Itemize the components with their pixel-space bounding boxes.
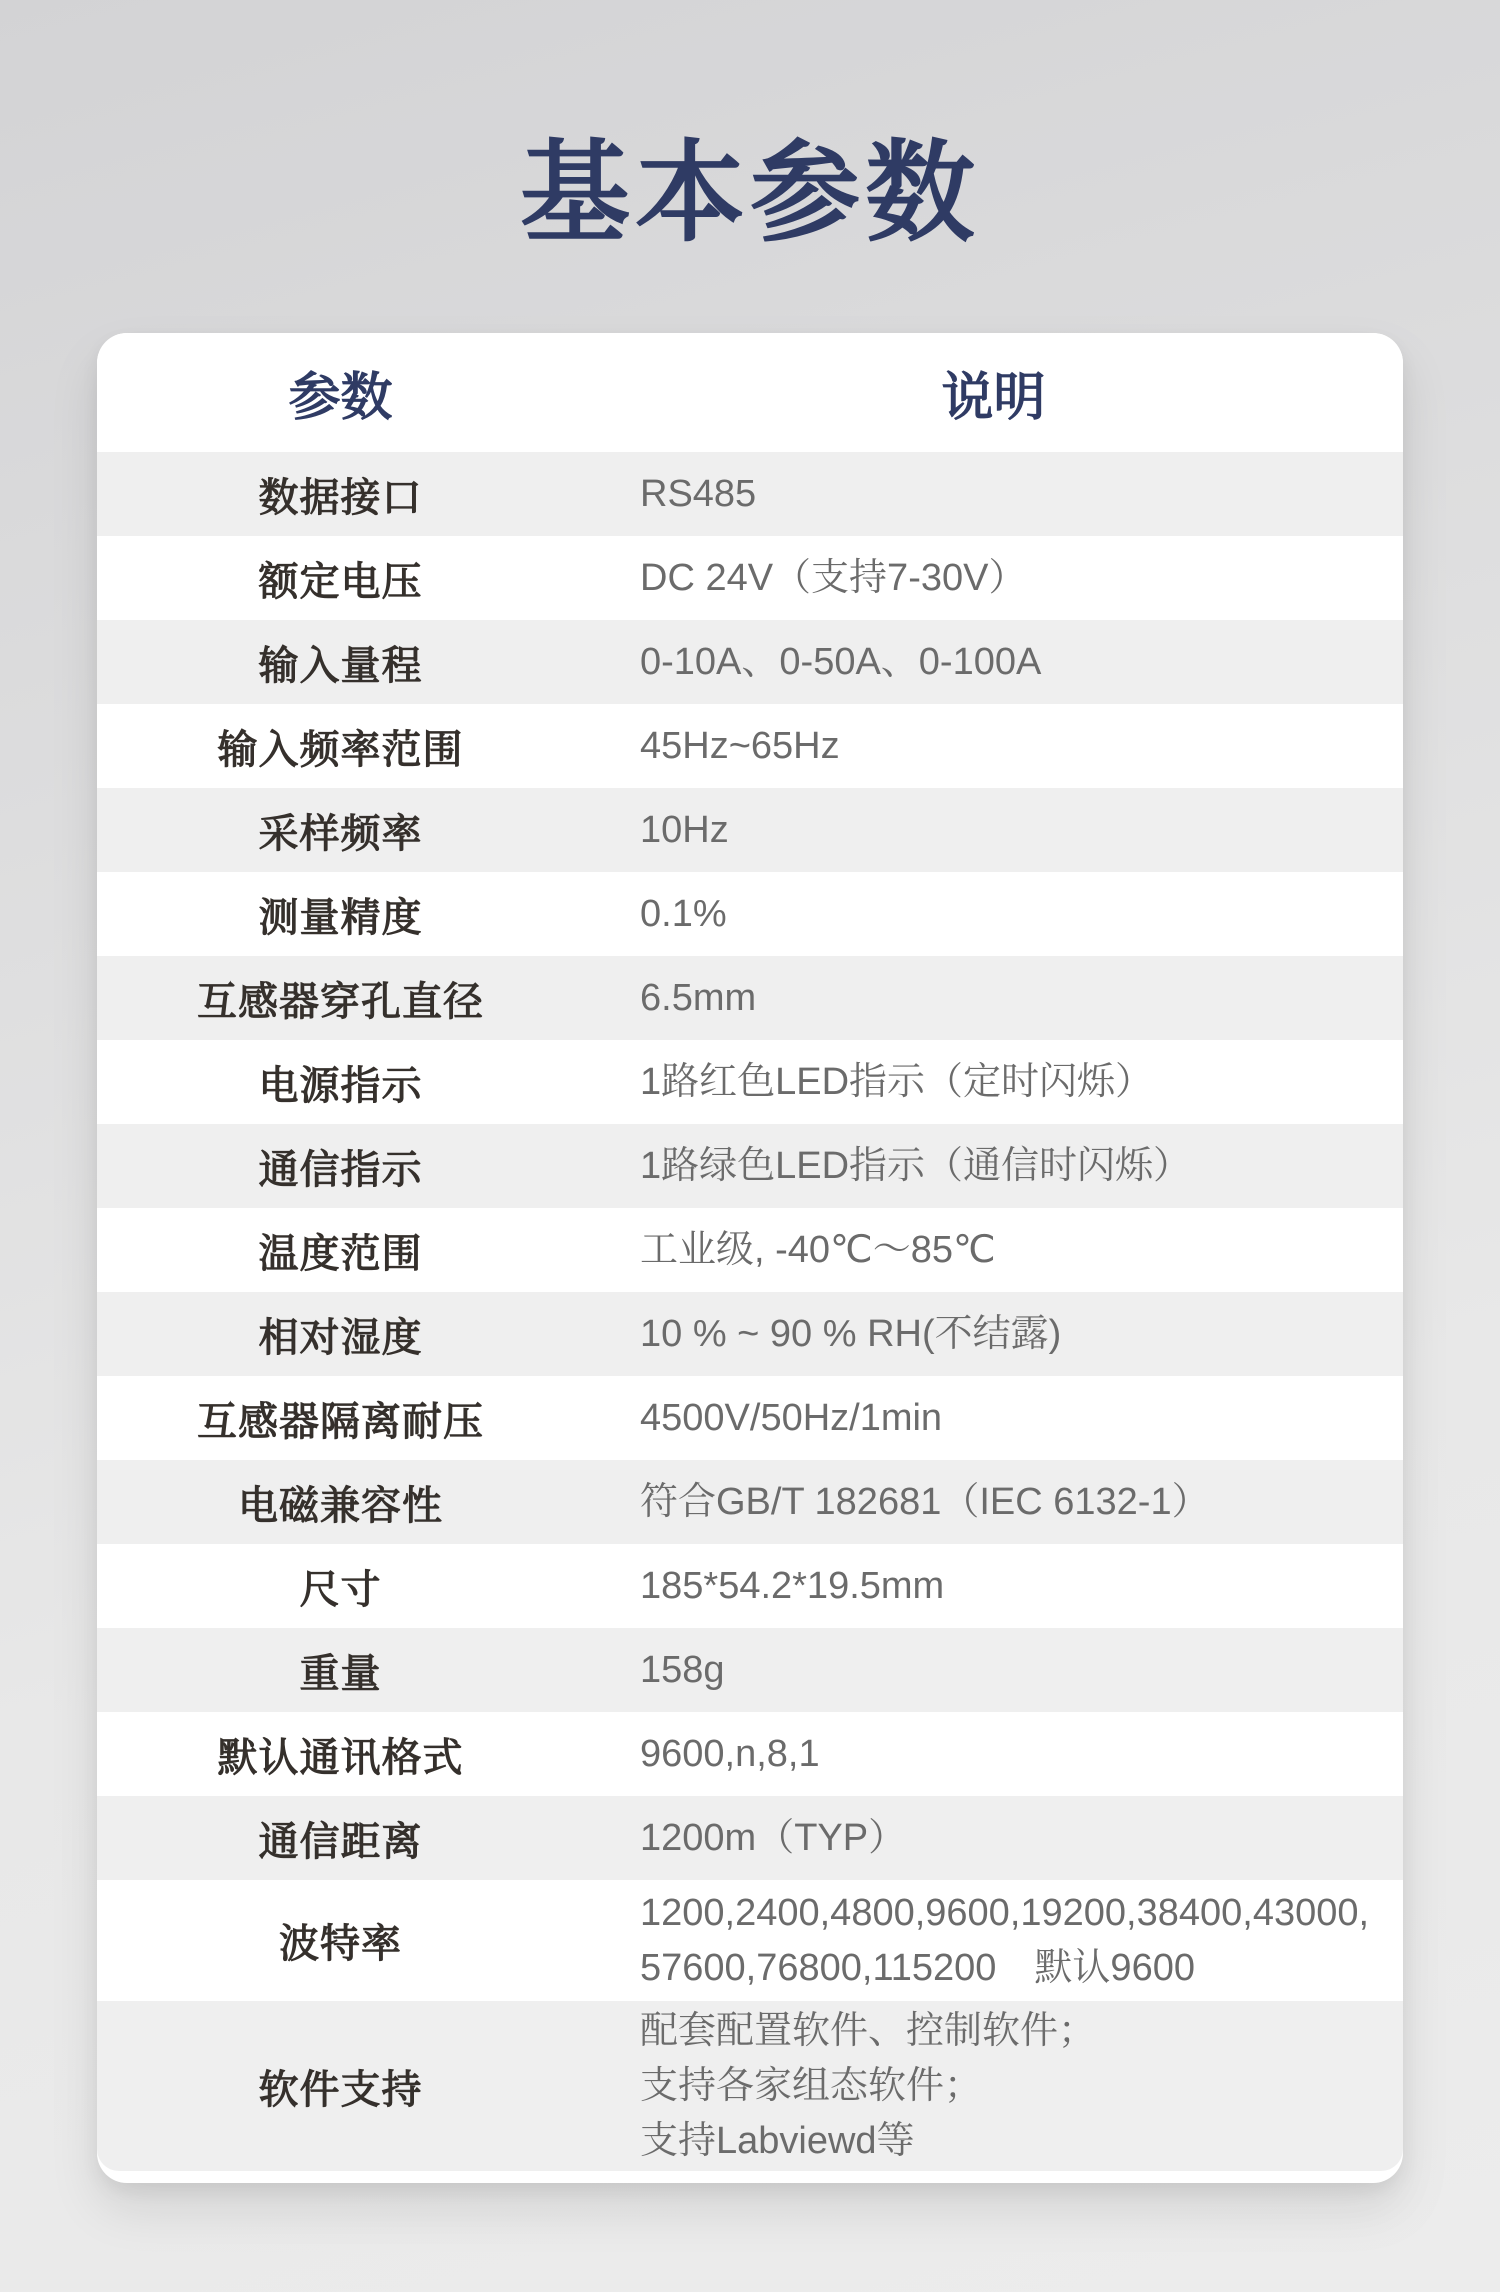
value-line: 1200m（TYP） [640,1816,907,1859]
param-name: 输入量程 [258,643,423,688]
value-line: 0-10A、0-50A、0-100A [640,640,1042,683]
param-value [584,1391,1403,1446]
value-line: 4500V/50Hz/1min [640,1396,943,1439]
table-row [97,1796,1403,1880]
value-line: 10Hz [640,808,729,851]
spec-table-card [97,333,1403,2183]
param-name: 输入频率范围 [217,727,464,772]
param-name: 测量精度 [258,895,423,940]
value-line: DC 24V（支持7-30V） [640,556,1027,599]
table-row [97,1208,1403,1292]
param-value [584,1307,1403,1362]
param-value [584,887,1403,942]
table-row [97,1460,1403,1544]
value-line: 1200,2400,4800,9600,19200,38400,43000, [640,1891,1370,1934]
value-line: 0.1% [640,892,727,935]
table-row [97,956,1403,1040]
table-row [97,1292,1403,1376]
value-line: 支持各家组态软件； [640,2064,983,2107]
value-line: 10 % ~ 90 % RH(不结露) [640,1312,1062,1355]
table-row [97,1628,1403,1712]
table-row [97,1040,1403,1124]
param-value [584,1055,1403,1110]
param-name: 额定电压 [258,559,423,604]
param-name: 波特率 [279,1922,402,1966]
table-header-row [97,333,1403,452]
param-name: 采样频率 [258,811,423,856]
table-row [97,704,1403,788]
table-row [97,1880,1403,2001]
param-name: 相对湿度 [258,1315,423,1360]
table-row [97,536,1403,620]
table-row [97,452,1403,536]
param-name: 通信指示 [258,1147,423,1192]
param-value [584,1643,1403,1698]
param-value [584,2004,1403,2169]
table-row [97,872,1403,956]
param-value [584,1886,1403,1996]
param-name: 互感器隔离耐压 [197,1399,484,1444]
value-line: 45Hz~65Hz [640,724,840,767]
param-value [584,1559,1403,1614]
value-line: 6.5mm [640,976,757,1019]
table-row [97,1124,1403,1208]
table-row [97,2001,1403,2171]
param-value [584,719,1403,774]
table-row [97,1544,1403,1628]
param-name: 软件支持 [258,2067,423,2112]
table-row [97,1376,1403,1460]
param-value [584,1727,1403,1782]
param-value [584,551,1403,606]
param-value [584,803,1403,858]
param-name: 电源指示 [258,1063,423,1108]
table-body [97,452,1403,2171]
value-line: 1路红色LED指示（定时闪烁） [640,1060,1154,1103]
param-value [584,467,1403,522]
value-line: 185*54.2*19.5mm [640,1564,945,1607]
value-line: 工业级, -40℃～85℃ [640,1228,996,1271]
param-value [584,971,1403,1026]
value-line: 支持Labviewd等 [640,2119,915,2162]
header-desc: 说明 [941,369,1046,427]
param-value [584,635,1403,690]
value-line: 9600,n,8,1 [640,1732,820,1775]
value-line: 配套配置软件、控制软件； [640,2009,1097,2052]
param-name: 通信距离 [258,1819,423,1864]
param-value [584,1811,1403,1866]
page-title: 基本参数 [520,132,980,255]
param-name: 电磁兼容性 [238,1483,443,1528]
param-value [584,1223,1403,1278]
param-value [584,1139,1403,1194]
param-name: 数据接口 [258,475,423,520]
param-name: 重量 [299,1651,382,1696]
table-row [97,788,1403,872]
value-line: 158g [640,1648,725,1691]
param-name: 温度范围 [258,1231,423,1276]
value-line: 57600,76800,115200 默认9600 [640,1946,1195,1989]
value-line: RS485 [640,472,757,515]
param-name: 默认通讯格式 [217,1735,464,1780]
value-line: 符合GB/T 182681（IEC 6132-1） [640,1480,1210,1523]
param-value [584,1475,1403,1530]
param-name: 尺寸 [299,1567,382,1612]
header-param: 参数 [288,369,393,427]
param-name: 互感器穿孔直径 [197,979,484,1024]
value-line: 1路绿色LED指示（通信时闪烁） [640,1144,1192,1187]
table-row [97,620,1403,704]
table-row [97,1712,1403,1796]
